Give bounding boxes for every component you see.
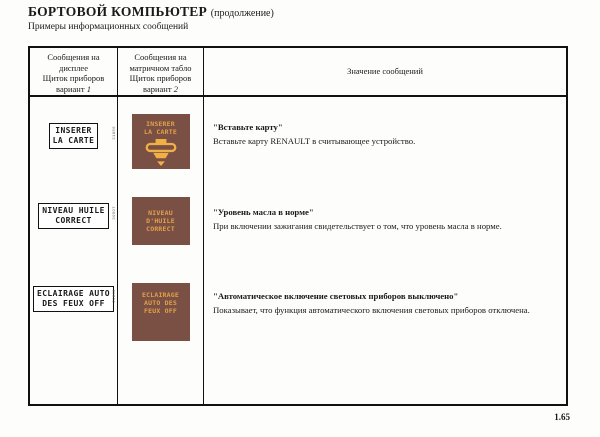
lcd-line: ECLAIRAGE AUTO	[36, 289, 111, 298]
column-meanings	[204, 97, 566, 404]
header-col-meaning	[204, 48, 566, 97]
matrix-line: ECLAIRAGE	[141, 291, 180, 299]
header-line: Сообщения на	[134, 52, 187, 62]
lcd-display	[33, 286, 114, 312]
matrix-line: AUTO DES	[144, 299, 177, 307]
page-title-suffix: (продолжение)	[210, 8, 274, 19]
header-line: вариант 2	[143, 83, 178, 94]
figure-ref: 21856	[111, 126, 116, 140]
header-col-matrix-variant2	[118, 48, 204, 97]
card-reader-icon	[144, 139, 178, 166]
lcd-display	[49, 123, 99, 149]
meaning-text: Вставьте карту RENAULT в считывающее устройство.	[213, 136, 416, 146]
page-number: 1.65	[554, 412, 570, 422]
matrix-display	[132, 197, 190, 245]
meaning-title: "Уровень масла в норме"	[213, 207, 314, 217]
lcd-line: NIVEAU HUILE	[42, 206, 105, 215]
matrix-display	[132, 283, 190, 341]
lcd-line: CORRECT	[55, 216, 92, 225]
figure-ref: 21868	[111, 289, 116, 303]
matrix-line: D'HUILE	[146, 217, 175, 225]
meaning-text: Показывает, что функция автоматического включения световых приборов отключена.	[213, 305, 530, 315]
meaning-block	[204, 205, 566, 233]
header-line: Щиток приборов	[129, 73, 192, 83]
lcd-display	[38, 203, 109, 229]
header-col-display-variant1	[30, 48, 118, 97]
matrix-line: LA CARTE	[144, 128, 177, 136]
lcd-display-row	[30, 286, 117, 312]
page-title	[28, 4, 274, 20]
matrix-line: INSERER	[146, 120, 175, 128]
lcd-line: DES FEUX OFF	[42, 299, 105, 308]
matrix-display	[132, 114, 190, 169]
header-line: матричном табло	[129, 62, 192, 73]
meaning-title: "Вставьте карту"	[213, 122, 283, 132]
lcd-line: LA CARTE	[52, 136, 95, 145]
messages-table	[28, 46, 568, 406]
meaning-text: При включении зажигания свидетельствует о том, что уровень масла в норме.	[213, 221, 502, 231]
lcd-display-row	[30, 203, 117, 229]
matrix-line: NIVEAU	[148, 209, 173, 217]
lcd-line: INSERER	[55, 126, 92, 135]
header-label: Значение сообщений	[347, 66, 423, 77]
matrix-line: CORRECT	[146, 225, 175, 233]
page-title-main: БОРТОВОЙ КОМПЬЮТЕР	[28, 4, 208, 19]
meaning-title: "Автоматическое включение световых приборов выключено"	[213, 291, 459, 301]
column-lcd-displays	[30, 97, 118, 404]
header-line: вариант 1	[56, 83, 91, 94]
matrix-line: FEUX OFF	[144, 307, 177, 315]
lcd-display-row	[30, 123, 117, 149]
meaning-block	[204, 120, 566, 148]
header-line: Щиток приборов	[42, 73, 105, 83]
figure-ref: 20507	[111, 206, 116, 220]
page-subtitle: Примеры информационных сообщений	[28, 22, 189, 32]
column-matrix-displays	[118, 97, 204, 404]
header-line: Сообщения на	[47, 52, 100, 62]
meaning-block	[204, 289, 566, 317]
header-line: дисплее	[59, 62, 88, 73]
